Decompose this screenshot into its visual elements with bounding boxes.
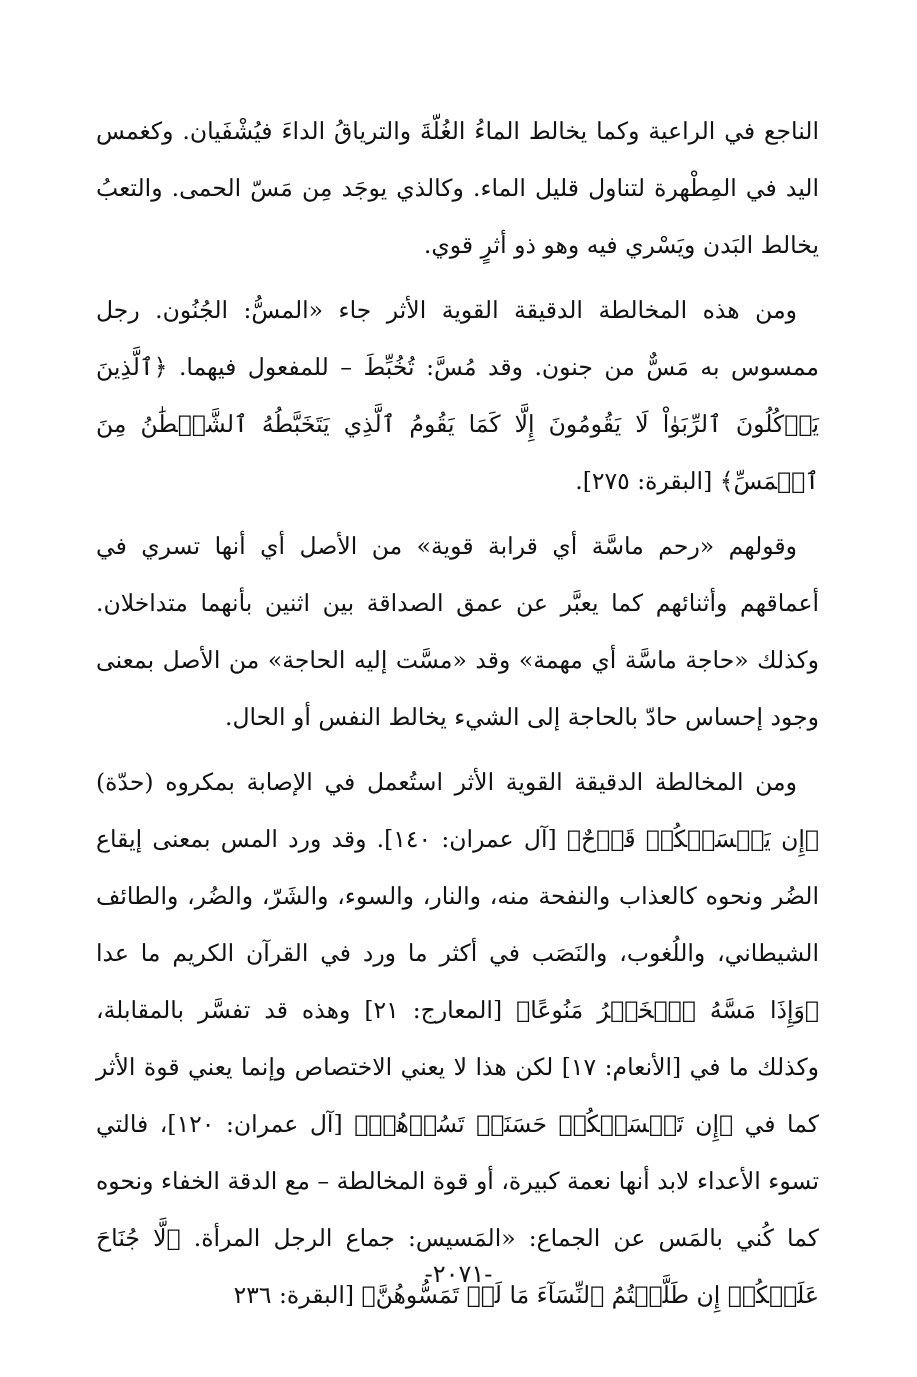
paragraph-3: وقولهم «رحم ماسَّة أي قرابة قوية» من الأصل أي أنها تسري في أعماقهم وأثنائهم كما يعبَّر عن عمق الصداقة بين اثنين بأنهما متداخلان. وكذلك «حاجة ماسَّة أي مهمة» وقد «مسَّت إليه الحاجة» من الأصل بمعنى وجود إحساس حادّ بالحاجة إلى الشيء يخالط النفس أو الحال.	[96, 532, 819, 731]
page-body	[96, 103, 819, 1324]
paragraph-1: الناجع في الراعية وكما يخالط الماءُ الغُلّةَ والترياقُ الداءَ فيُشْفَيان. وكغمس اليد في المِطْهرة لتناول قليل الماء. وكالذي يوجَد مِن مَسّ الحمى. والتعبُ يخالط البَدن ويَسْري فيه وهو ذو أثرٍ قوي.	[96, 117, 819, 259]
page-number: -٢٠٧١-	[424, 1260, 493, 1288]
paragraph-2: ومن هذه المخالطة الدقيقة القوية الأثر جاء «المسُّ: الجُنُون. رجل ممسوس به مَسٌّ من جنون. وقد مُسَّ: تُخُبِّطَ – للمفعول فيهما. ﴿ٱلَّذِينَ يَأۡكُلُونَ ٱلرِّبَوٰاْ لَا يَقُومُونَ إِلَّا كَمَا يَقُومُ ٱلَّذِي يَتَخَبَّطُهُ ٱلشَّيۡطَٰنُ مِنَ ٱلۡمَسِّ﴾ [البقرة: ٢٧٥].	[96, 296, 819, 495]
paragraph-4: ومن المخالطة الدقيقة القوية الأثر استُعمل في الإصابة بمكروه (حدّة) ﴿إِن يَمۡسَسۡكُمۡ قَرۡحٌ﴾ [آل عمران: ١٤٠]. وقد ورد المس بمعنى إيقاع الضُر ونحوه كالعذاب والنفحة منه، والنار، والسوء، والشَرّ، والضُر، والطائف الشيطاني، واللُغوب، والنَصَب في أكثر ما ورد في القرآن الكريم ما عدا ﴿وَإِذَا مَسَّهُ ٱلۡخَيۡرُ مَنُوعًا﴾ [المعارج: ٢١] وهذه قد تفسَّر بالمقابلة، وكذلك ما في [الأنعام: ١٧] لكن هذا لا يعني الاختصاص وإنما يعني قوة الأثر كما في ﴿إِن تَمۡسَسۡكُمۡ حَسَنَةٞ تَسُؤۡهُمۡ﴾ [آل عمران: ١٢٠]، فالتي تسوء الأعداء لابد أنها نعمة كبيرة، أو قوة المخالطة – مع الدقة الخفاء ونحوه كما كُني بالمَس عن الجماع: «المَسيس: جماع الرجل المرأة. ﴿لَّا جُنَاحَ عَلَيۡكُمۡ إِن طَلَّقۡتُمُ ٱلنِّسَآءَ مَا لَمۡ تَمَسُّوهُنَّ﴾ [البقرة: ٢٣٦	[96, 768, 820, 1309]
